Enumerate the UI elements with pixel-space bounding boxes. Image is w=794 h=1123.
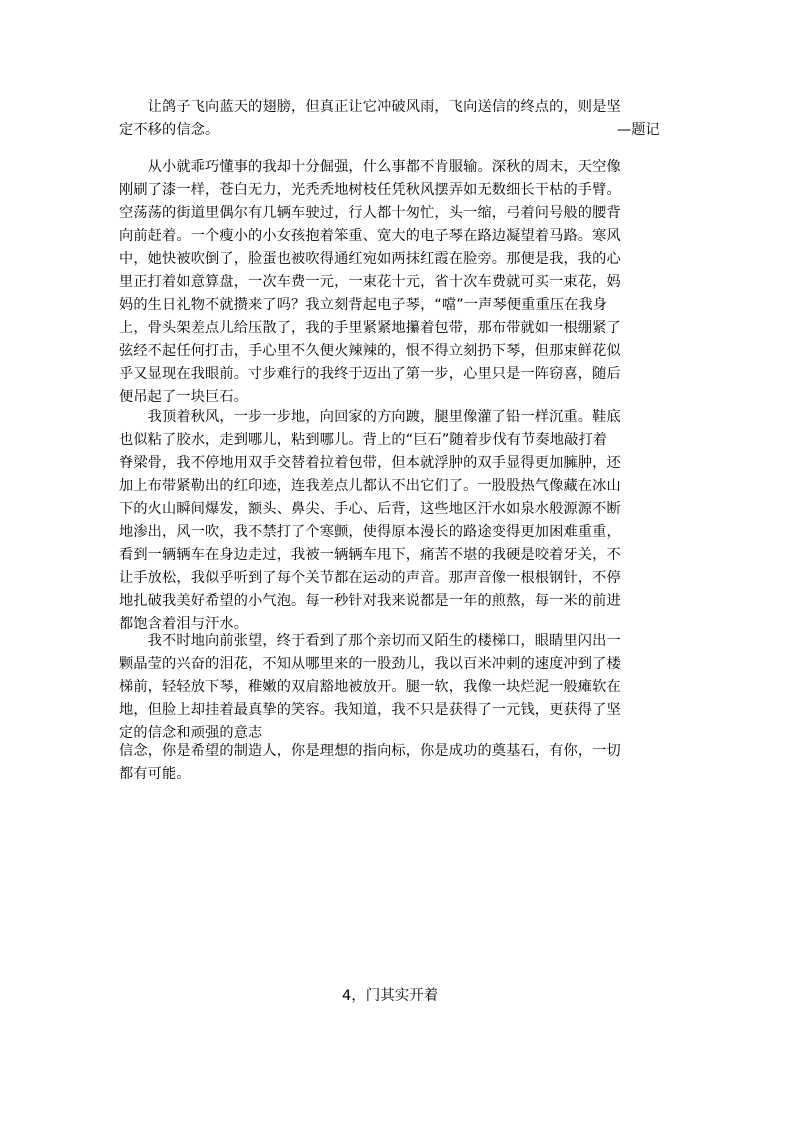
paragraph-line: 里正打着如意算盘，一次车费一元，一束花十元，省十次车费就可买一束花，妈: [119, 274, 621, 290]
paragraph-line: 梯前，轻轻放下琴，稚嫩的双肩豁地被放开。腿一软，我像一块烂泥一般瘫软在: [119, 679, 621, 695]
paragraph-line: 地，但脸上却挂着最真挚的笑容。我知道，我不只是获得了一元钱，更获得了坚: [119, 702, 621, 718]
intro-line-2: 定不移的信念。: [119, 122, 220, 138]
paragraph-line: 脊梁骨，我不停地用双手交替着拉着包带，但本就浮肿的双手显得更加臃肿，还: [119, 455, 621, 471]
paragraph-line: 向前赶着。一个瘦小的小女孩抱着笨重、宽大的电子琴在路边凝望着马路。寒风: [119, 228, 621, 244]
paragraph-line: 加上布带紧勒出的红印迹，连我差点儿都认不出它们了。一股股热气像藏在冰山: [119, 478, 621, 494]
intro-line-1: 让鸽子飞向蓝天的翅膀，但真正让它冲破风雨，飞向送信的终点的，则是坚: [119, 99, 621, 115]
paragraph-line: 信念，你是希望的制造人，你是理想的指向标，你是成功的奠基石，有你，一切: [119, 743, 621, 759]
paragraph-line: 便吊起了一块巨石。: [119, 389, 249, 405]
epigraph-signature: —题记: [617, 122, 660, 138]
paragraph-line: 刚刷了漆一样，苍白无力，光秃秃地树枝任凭秋风摆弄如无数细长干枯的手臂。: [119, 182, 621, 198]
paragraph-line: 也似粘了胶水，走到哪儿，粘到哪儿。背上的“巨石”随着步伐有节奏地敲打着: [119, 432, 608, 448]
paragraph-line: 地渗出，风一吹，我不禁打了个寒颤，使得原本漫长的路途变得更加困难重重，: [119, 524, 621, 540]
paragraph-line: 妈的生日礼物不就攒来了吗？我立刻背起电子琴，“噹”一声琴便重重压在我身: [119, 297, 608, 313]
paragraph-line: 我顶着秋风，一步一步地，向回家的方向踱，腿里像灌了铅一样沉重。鞋底: [119, 409, 621, 425]
paragraph-line: 乎又显现在我眼前。寸步难行的我终于迈出了第一步，心里只是一阵窃喜，随后: [119, 366, 621, 382]
paragraph-line: 下的火山瞬间爆发，额头、鼻尖、手心、后背，这些地区汗水如泉水般源源不断: [119, 501, 621, 517]
paragraph-line: 我不时地向前张望，终于看到了那个亲切而又陌生的楼梯口，眼睛里闪出一: [119, 633, 621, 649]
paragraph-line: 看到一辆辆车在身边走过，我被一辆辆车甩下，痛苦不堪的我硬是咬着牙关，不: [119, 547, 621, 563]
page-footer: 4，门其实开着: [342, 988, 439, 1004]
paragraph-line: 颗晶莹的兴奋的泪花，不知从哪里来的一股劲儿，我以百米冲刺的速度冲到了楼: [119, 656, 621, 672]
paragraph-line: 中，她快被吹倒了，脸蛋也被吹得通红宛如两抹红霞在脸旁。那便是我，我的心: [119, 251, 621, 267]
paragraph-line: 都有可能。: [119, 766, 191, 782]
paragraph-line: 空荡荡的街道里偶尔有几辆车驶过，行人都十匆忙，头一缩，弓着问号般的腰背: [119, 205, 621, 221]
paragraph-line: 弦经不起任何打击，手心里不久便火辣辣的，恨不得立刻扔下琴，但那束鲜花似: [119, 343, 621, 359]
paragraph-line: 都饱含着泪与汗水。: [119, 616, 249, 632]
paragraph-line: 地扎破我美好希望的小气泡。每一秒针对我来说都是一年的煎熬，每一米的前进: [119, 593, 621, 609]
paragraph-line: 上，骨头架差点儿给压散了，我的手里紧紧地攥着包带，那布带就如一根绷紧了: [119, 320, 621, 336]
paragraph-line: 从小就乖巧懂事的我却十分倔强，什么事都不肯服输。深秋的周末，天空像: [119, 159, 621, 175]
paragraph-line: 让手放松，我似乎听到了每个关节都在运动的声音。那声音像一根根钢针，不停: [119, 570, 621, 586]
paragraph-line: 定的信念和顽强的意志: [119, 725, 263, 741]
